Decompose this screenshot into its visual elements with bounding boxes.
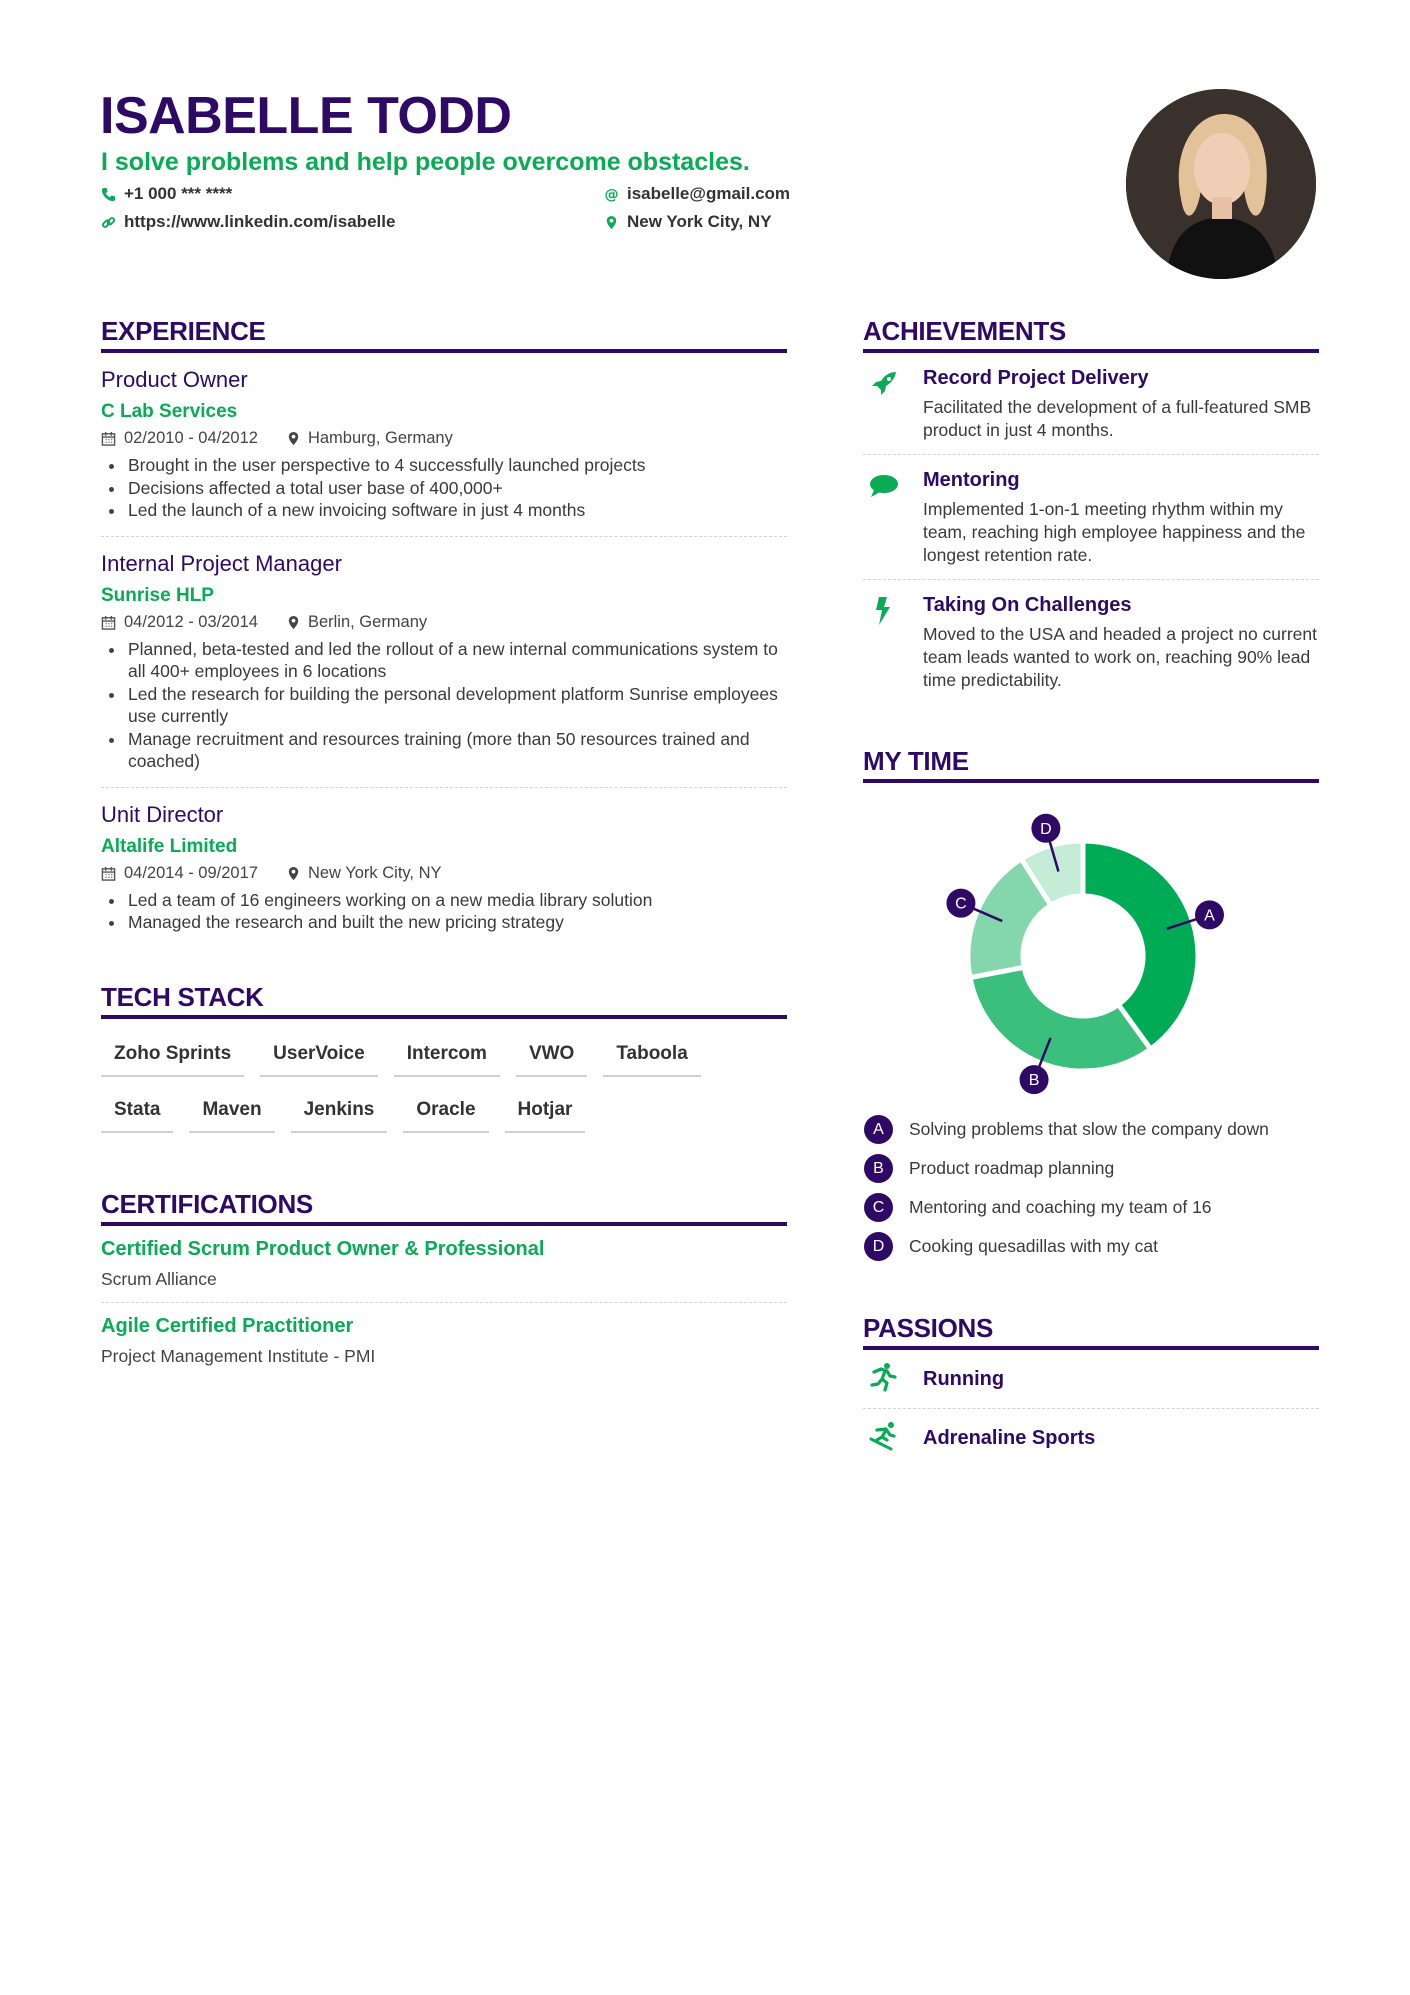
legend-label: Solving problems that slow the company down (909, 1119, 1269, 1139)
achievements-section (863, 316, 1319, 704)
tech-tag: UserVoice (260, 1031, 378, 1077)
achievement-body (923, 594, 1319, 692)
section-heading: CERTIFICATIONS (101, 1189, 787, 1226)
map-pin-icon (286, 615, 301, 630)
legend-key-badge: A (864, 1115, 893, 1144)
calendar-icon (101, 615, 116, 630)
svg-text:@: @ (604, 186, 619, 202)
job-location-text: Berlin, Germany (307, 612, 428, 631)
section-heading: PASSIONS (863, 1313, 1319, 1350)
legend-item (863, 1154, 1319, 1183)
legend-key-badge: D (864, 1232, 893, 1261)
legend-item (863, 1232, 1319, 1261)
legend-label: Cooking quesadillas with my cat (909, 1236, 1159, 1256)
profile-photo (1126, 89, 1316, 279)
email-link[interactable]: isabelle@gmail.com (627, 184, 791, 203)
contact-location (604, 212, 772, 232)
right-column (863, 316, 1319, 1467)
my-time-section (863, 746, 1319, 1261)
job-meta (101, 613, 787, 632)
section-heading: EXPERIENCE (101, 316, 787, 353)
bullet-item: Planned, beta-tested and led the rollout of a new internal communications system to all 400+ employees in 6 locations (101, 638, 787, 683)
legend-label: Mentoring and coaching my team of 16 (909, 1197, 1212, 1217)
job-dates: 04/2012 - 03/2014 (124, 612, 258, 631)
tech-tag: Maven (189, 1087, 274, 1133)
job-bullets (101, 638, 787, 773)
achievement-body (923, 367, 1319, 442)
section-heading: MY TIME (863, 746, 1319, 783)
bullet-item: Led a team of 16 engineers working on a new media library solution (101, 889, 787, 912)
job-meta (101, 864, 787, 883)
company-name: C Lab Services (101, 401, 238, 422)
legend-key-badge: C (864, 1193, 893, 1222)
link-icon (101, 215, 116, 230)
bullet-item: Manage recruitment and resources training (more than 50 resources trained and coached) (101, 728, 787, 773)
tech-tag: Intercom (394, 1031, 500, 1077)
job-entry (101, 788, 787, 948)
achievement-title: Record Project Delivery (923, 367, 1149, 389)
job-bullets (101, 454, 787, 522)
bullet-item: Led the research for building the personal development platform Sunrise employees use currently (101, 683, 787, 728)
company-name: Altalife Limited (101, 835, 238, 857)
passions-section (863, 1313, 1319, 1467)
donut-slice-b (970, 967, 1151, 1071)
bullet-item: Led the launch of a new invoicing software in just 4 months (101, 499, 787, 522)
tech-stack-section (101, 982, 787, 1143)
tech-tag: VWO (516, 1031, 587, 1077)
job-title: Product Owner (101, 367, 248, 392)
snowboard-icon (863, 1421, 923, 1456)
location-text: New York City, NY (627, 212, 772, 231)
calendar-icon (101, 431, 116, 446)
passion-item (863, 1409, 1319, 1467)
slice-label: B (1028, 1072, 1040, 1090)
legend-item (863, 1115, 1319, 1144)
job-location-text: New York City, NY (307, 863, 442, 882)
tech-tag: Oracle (403, 1087, 488, 1133)
tech-tag: Taboola (603, 1031, 700, 1077)
slice-label: C (955, 895, 967, 913)
bullet-item: Decisions affected a total user base of 400,000+ (101, 477, 787, 500)
at-icon (604, 187, 619, 202)
achievement-item (863, 580, 1319, 704)
job-entry (101, 353, 787, 537)
calendar-icon (101, 866, 116, 881)
section-heading: TECH STACK (101, 982, 787, 1019)
certification-issuer: Scrum Alliance (101, 1268, 217, 1289)
achievement-item (863, 455, 1319, 580)
section-heading: ACHIEVEMENTS (863, 316, 1319, 353)
speech-bubble-icon (863, 469, 923, 567)
lightning-icon (863, 594, 923, 692)
certification-item (101, 1226, 787, 1303)
map-pin-icon (604, 215, 619, 230)
map-pin-icon (286, 431, 301, 446)
job-location (286, 613, 427, 632)
tech-tag: Stata (101, 1087, 173, 1133)
passion-label: Adrenaline Sports (923, 1427, 1096, 1449)
job-location (286, 429, 453, 448)
job-title: Internal Project Manager (101, 550, 342, 576)
achievement-title: Taking On Challenges (923, 594, 1132, 616)
certification-issuer: Project Management Institute - PMI (101, 1345, 376, 1366)
running-icon (863, 1362, 923, 1397)
achievement-description: Moved to the USA and headed a project no current team leads wanted to work on, reaching 90% lead time predictability. (923, 624, 1318, 690)
linkedin-link[interactable]: https://www.linkedin.com/isabelle (124, 212, 396, 231)
job-meta (101, 429, 787, 448)
contact-linkedin[interactable] (101, 212, 395, 232)
achievement-title: Mentoring (923, 469, 1020, 491)
job-location-text: Hamburg, Germany (307, 429, 453, 447)
tech-tag: Hotjar (505, 1087, 586, 1133)
certification-item (101, 1303, 787, 1379)
legend-key-badge: B (864, 1154, 893, 1183)
phone-text: +1 000 *** **** (124, 184, 233, 203)
phone-icon (101, 187, 116, 202)
job-location (286, 864, 442, 883)
bullet-item: Brought in the user perspective to 4 successfully launched projects (101, 454, 787, 477)
contact-email[interactable] (604, 184, 790, 204)
achievement-description: Facilitated the development of a full-featured SMB product in just 4 months. (923, 397, 1312, 440)
certification-title: Certified Scrum Product Owner & Professional (101, 1237, 545, 1260)
left-column (101, 316, 787, 1379)
job-title: Unit Director (101, 801, 224, 827)
certification-title: Agile Certified Practitioner (101, 1314, 354, 1337)
bullet-item: Managed the research and built the new pricing strategy (101, 911, 787, 934)
achievement-body (923, 469, 1319, 567)
certifications-section (101, 1189, 787, 1379)
achievement-description: Implemented 1-on-1 meeting rhythm within my team, reaching high employee happiness and the longest retention rate. (923, 499, 1306, 565)
job-bullets (101, 889, 787, 934)
contact-phone (101, 184, 232, 204)
job-dates: 04/2014 - 09/2017 (124, 863, 258, 882)
time-donut-chart (863, 791, 1319, 1101)
slice-label: D (1040, 820, 1052, 838)
job-dates: 02/2010 - 04/2012 (124, 429, 258, 447)
tech-tag: Jenkins (291, 1087, 388, 1133)
map-pin-icon (286, 866, 301, 881)
legend-label: Product roadmap planning (909, 1158, 1115, 1178)
passion-label: Running (923, 1368, 1005, 1390)
achievement-item (863, 353, 1319, 455)
job-entry (101, 537, 787, 788)
slice-label: A (1204, 907, 1215, 925)
tech-tag: Zoho Sprints (101, 1031, 244, 1077)
company-name: Sunrise HLP (101, 584, 214, 606)
passion-item (863, 1350, 1319, 1409)
legend-item (863, 1193, 1319, 1222)
tagline: I solve problems and help people overcome obstacles. (101, 148, 750, 176)
rocket-icon (863, 367, 923, 442)
candidate-name: ISABELLE TODD (100, 87, 512, 145)
experience-section (101, 316, 787, 948)
